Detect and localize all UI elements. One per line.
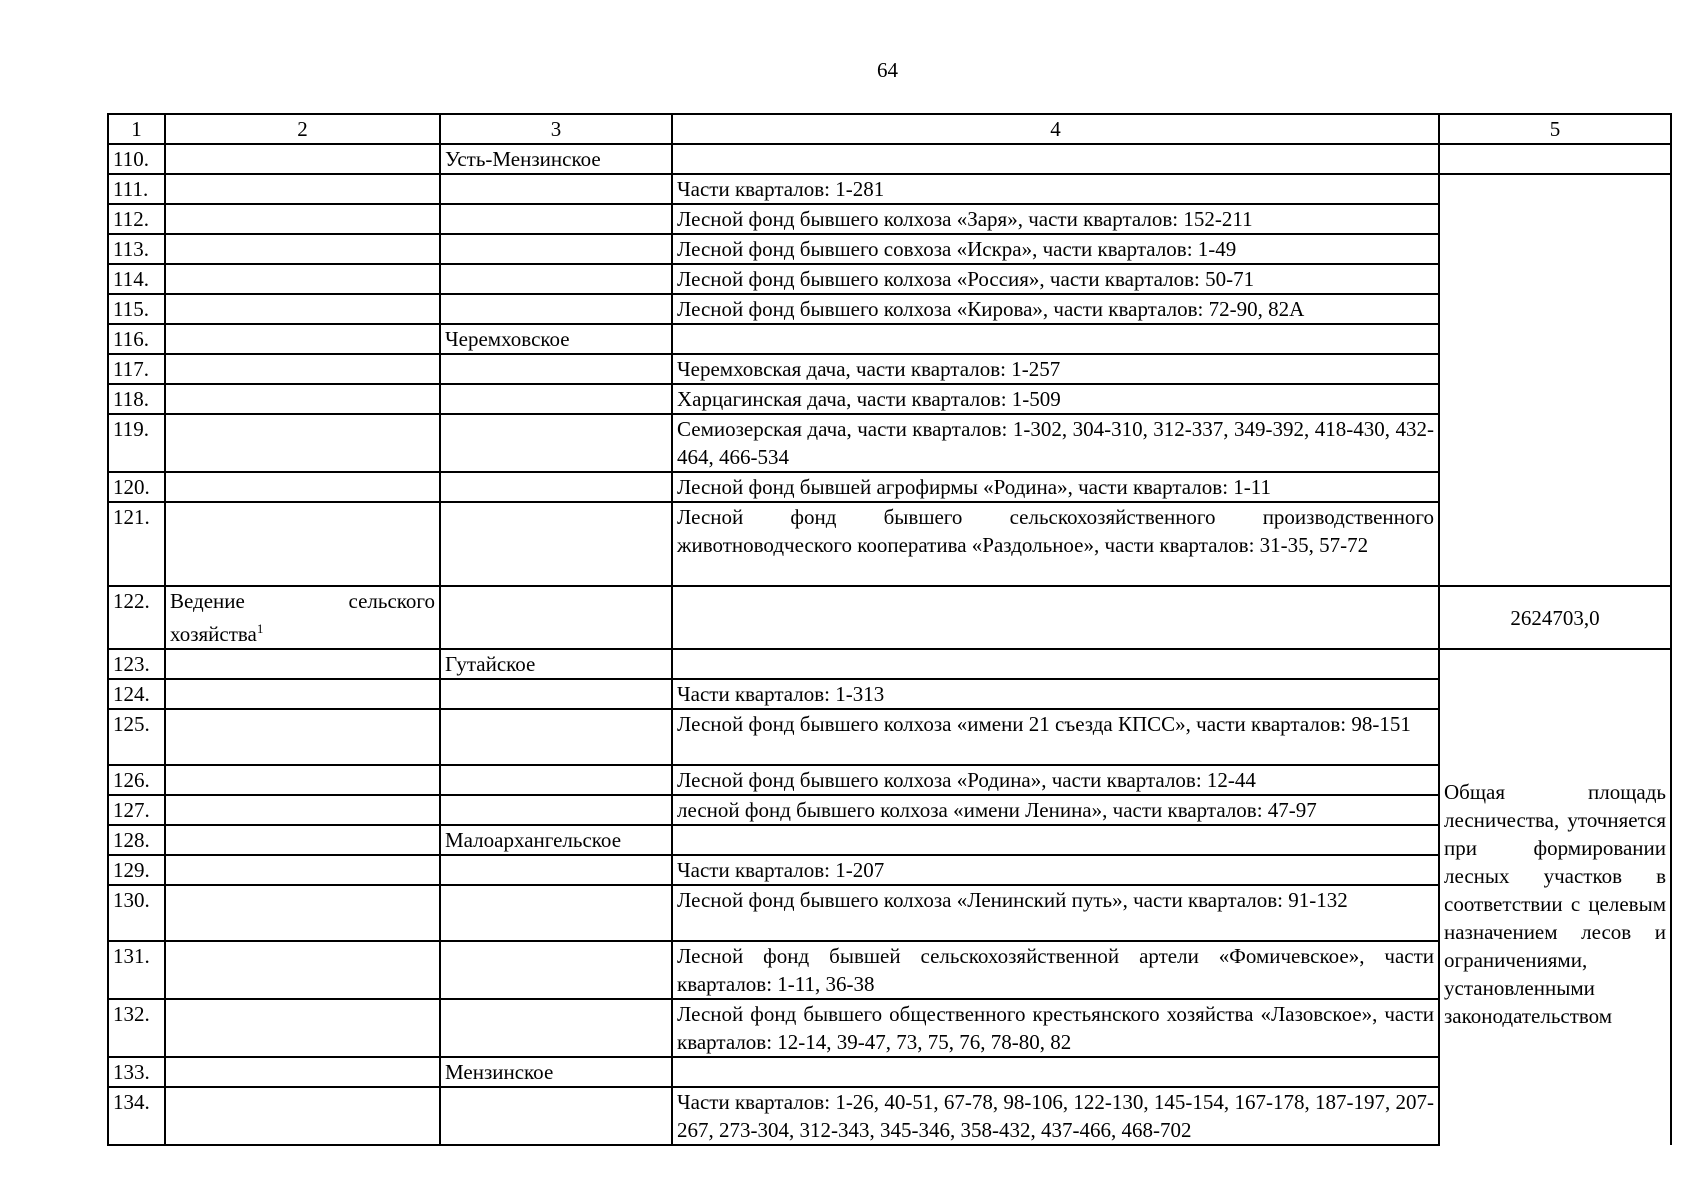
quarters-cell: Лесной фонд бывшего колхоза «Ленинский путь», части кварталов: 91-132 bbox=[672, 885, 1439, 941]
row-number: 111. bbox=[108, 174, 165, 204]
header-cell: 4 bbox=[672, 114, 1439, 144]
purpose-cell bbox=[165, 264, 440, 294]
table-row bbox=[108, 354, 1671, 384]
table-row bbox=[108, 795, 1671, 825]
table-row bbox=[108, 294, 1671, 324]
district-cell bbox=[440, 204, 672, 234]
purpose-cell bbox=[165, 825, 440, 855]
forest-district-table bbox=[107, 113, 1672, 1146]
district-cell: Гутайское bbox=[440, 649, 672, 679]
row-number: 118. bbox=[108, 384, 165, 414]
quarters-cell: Лесной фонд бывшей сельскохозяйственной артели «Фомичевское», части кварталов: 1-11, 36-38 bbox=[672, 941, 1439, 999]
purpose-cell bbox=[165, 941, 440, 999]
header-cell: 5 bbox=[1439, 114, 1671, 144]
row-number: 112. bbox=[108, 204, 165, 234]
district-cell bbox=[440, 885, 672, 941]
purpose-cell bbox=[165, 1087, 440, 1145]
district-cell bbox=[440, 502, 672, 586]
district-cell bbox=[440, 999, 672, 1057]
row-number: 125. bbox=[108, 709, 165, 765]
table-row bbox=[108, 384, 1671, 414]
district-cell: Мензинское bbox=[440, 1057, 672, 1087]
row-number: 114. bbox=[108, 264, 165, 294]
district-cell bbox=[440, 234, 672, 264]
purpose-cell bbox=[165, 649, 440, 679]
table-row bbox=[108, 885, 1671, 941]
district-cell bbox=[440, 414, 672, 472]
purpose-cell bbox=[165, 324, 440, 354]
purpose-cell bbox=[165, 144, 440, 174]
quarters-cell: Части кварталов: 1-26, 40-51, 67-78, 98-106, 122-130, 145-154, 167-178, 187-197, 207- 267, 273-304, 312-343, 345-346, 358-432, 437-466, 468-702 bbox=[672, 1087, 1439, 1145]
row-number: 127. bbox=[108, 795, 165, 825]
row-number: 123. bbox=[108, 649, 165, 679]
quarters-cell bbox=[672, 324, 1439, 354]
row-number: 126. bbox=[108, 765, 165, 795]
row-number: 132. bbox=[108, 999, 165, 1057]
table-row bbox=[108, 264, 1671, 294]
purpose-cell bbox=[165, 679, 440, 709]
table-row bbox=[108, 144, 1671, 174]
table-row bbox=[108, 1087, 1671, 1145]
table-row bbox=[108, 586, 1671, 649]
district-cell bbox=[440, 384, 672, 414]
purpose-cell bbox=[165, 384, 440, 414]
header-row bbox=[108, 114, 1671, 144]
district-cell bbox=[440, 855, 672, 885]
header-cell: 1 bbox=[108, 114, 165, 144]
row-number: 124. bbox=[108, 679, 165, 709]
purpose-cell bbox=[165, 709, 440, 765]
table-row bbox=[108, 324, 1671, 354]
row-number: 130. bbox=[108, 885, 165, 941]
table-row bbox=[108, 941, 1671, 999]
purpose-cell bbox=[165, 855, 440, 885]
purpose-cell bbox=[165, 354, 440, 384]
purpose-cell bbox=[165, 1057, 440, 1087]
table-row bbox=[108, 825, 1671, 855]
quarters-cell: Лесной фонд бывшего колхоза «Россия», части кварталов: 50-71 bbox=[672, 264, 1439, 294]
table-row bbox=[108, 999, 1671, 1057]
district-cell: Черемховское bbox=[440, 324, 672, 354]
purpose-cell bbox=[165, 765, 440, 795]
quarters-cell: Лесной фонд бывшего колхоза «имени 21 съезда КПСС», части кварталов: 98-151 bbox=[672, 709, 1439, 765]
quarters-cell: Лесной фонд бывшего общественного крестьянского хозяйства «Лазовское», части кварталов: 12-14, 39-47, 73, 75, 76, 78-80, 82 bbox=[672, 999, 1439, 1057]
district-cell bbox=[440, 679, 672, 709]
purpose-cell bbox=[165, 414, 440, 472]
area-cell bbox=[1439, 144, 1671, 174]
purpose-cell bbox=[165, 586, 440, 649]
quarters-cell: Лесной фонд бывшего колхоза «Родина», части кварталов: 12-44 bbox=[672, 765, 1439, 795]
quarters-cell: лесной фонд бывшего колхоза «имени Ленина», части кварталов: 47-97 bbox=[672, 795, 1439, 825]
row-number: 120. bbox=[108, 472, 165, 502]
area-note-text: Общая площадь лесничества, уточняется при формировании лесных участков в соответствии с целевым назначением лесов и ограничениями, установленными законодательством bbox=[1444, 779, 1666, 1028]
district-cell: Усть-Мензинское bbox=[440, 144, 672, 174]
purpose-text: Ведение сельского хозяйства bbox=[170, 589, 435, 646]
district-cell bbox=[440, 354, 672, 384]
row-number: 117. bbox=[108, 354, 165, 384]
row-number: 131. bbox=[108, 941, 165, 999]
row-number: 134. bbox=[108, 1087, 165, 1145]
district-cell bbox=[440, 941, 672, 999]
page-number: 64 bbox=[877, 58, 898, 82]
district-cell bbox=[440, 174, 672, 204]
area-note-cell bbox=[1439, 649, 1671, 1145]
purpose-cell bbox=[165, 472, 440, 502]
quarters-cell: Харцагинская дача, части кварталов: 1-509 bbox=[672, 384, 1439, 414]
footnote-marker: 1 bbox=[256, 621, 264, 636]
row-number: 115. bbox=[108, 294, 165, 324]
total-area-value: 2624703,0 bbox=[1439, 586, 1671, 649]
row-number: 128. bbox=[108, 825, 165, 855]
table-row bbox=[108, 502, 1671, 586]
quarters-cell bbox=[672, 825, 1439, 855]
quarters-cell: Семиозерская дача, части кварталов: 1-302, 304-310, 312-337, 349-392, 418-430, 432-464, 466-534 bbox=[672, 414, 1439, 472]
row-number: 122. bbox=[108, 586, 165, 649]
purpose-cell bbox=[165, 999, 440, 1057]
row-number: 116. bbox=[108, 324, 165, 354]
quarters-cell: Части кварталов: 1-207 bbox=[672, 855, 1439, 885]
quarters-cell: Части кварталов: 1-313 bbox=[672, 679, 1439, 709]
purpose-cell bbox=[165, 174, 440, 204]
purpose-cell bbox=[165, 885, 440, 941]
table-row bbox=[108, 472, 1671, 502]
table-row bbox=[108, 649, 1671, 679]
district-cell bbox=[440, 472, 672, 502]
purpose-cell bbox=[165, 795, 440, 825]
quarters-cell: Лесной фонд бывшего колхоза «Заря», части кварталов: 152-211 bbox=[672, 204, 1439, 234]
quarters-cell: Лесной фонд бывшего колхоза «Кирова», части кварталов: 72-90, 82А bbox=[672, 294, 1439, 324]
table-row bbox=[108, 174, 1671, 204]
purpose-cell bbox=[165, 234, 440, 264]
quarters-cell bbox=[672, 586, 1439, 649]
quarters-cell: Лесной фонд бывшей агрофирмы «Родина», части кварталов: 1-11 bbox=[672, 472, 1439, 502]
table-row bbox=[108, 1057, 1671, 1087]
district-cell bbox=[440, 795, 672, 825]
table-row bbox=[108, 204, 1671, 234]
purpose-cell bbox=[165, 502, 440, 586]
district-cell bbox=[440, 586, 672, 649]
row-number: 113. bbox=[108, 234, 165, 264]
district-cell bbox=[440, 264, 672, 294]
quarters-cell: Лесной фонд бывшего сельскохозяйственного производственного животноводческого кооператива «Раздольное», части кварталов: 31-35, 57-72 bbox=[672, 502, 1439, 586]
quarters-cell: Части кварталов: 1-281 bbox=[672, 174, 1439, 204]
table-row bbox=[108, 709, 1671, 765]
row-number: 129. bbox=[108, 855, 165, 885]
district-cell bbox=[440, 765, 672, 795]
table-row bbox=[108, 679, 1671, 709]
table-row bbox=[108, 765, 1671, 795]
quarters-cell bbox=[672, 1057, 1439, 1087]
table-row bbox=[108, 855, 1671, 885]
row-number: 121. bbox=[108, 502, 165, 586]
district-cell bbox=[440, 294, 672, 324]
table-row bbox=[108, 414, 1671, 472]
quarters-cell bbox=[672, 649, 1439, 679]
purpose-cell bbox=[165, 294, 440, 324]
table-row bbox=[108, 234, 1671, 264]
header-cell: 2 bbox=[165, 114, 440, 144]
quarters-cell bbox=[672, 144, 1439, 174]
district-cell bbox=[440, 1087, 672, 1145]
row-number: 133. bbox=[108, 1057, 165, 1087]
quarters-cell: Лесной фонд бывшего совхоза «Искра», части кварталов: 1-49 bbox=[672, 234, 1439, 264]
district-cell bbox=[440, 709, 672, 765]
area-cell-empty bbox=[1439, 174, 1671, 586]
header-cell: 3 bbox=[440, 114, 672, 144]
quarters-cell: Черемховская дача, части кварталов: 1-257 bbox=[672, 354, 1439, 384]
purpose-cell bbox=[165, 204, 440, 234]
row-number: 110. bbox=[108, 144, 165, 174]
row-number: 119. bbox=[108, 414, 165, 472]
district-cell: Малоархангельское bbox=[440, 825, 672, 855]
